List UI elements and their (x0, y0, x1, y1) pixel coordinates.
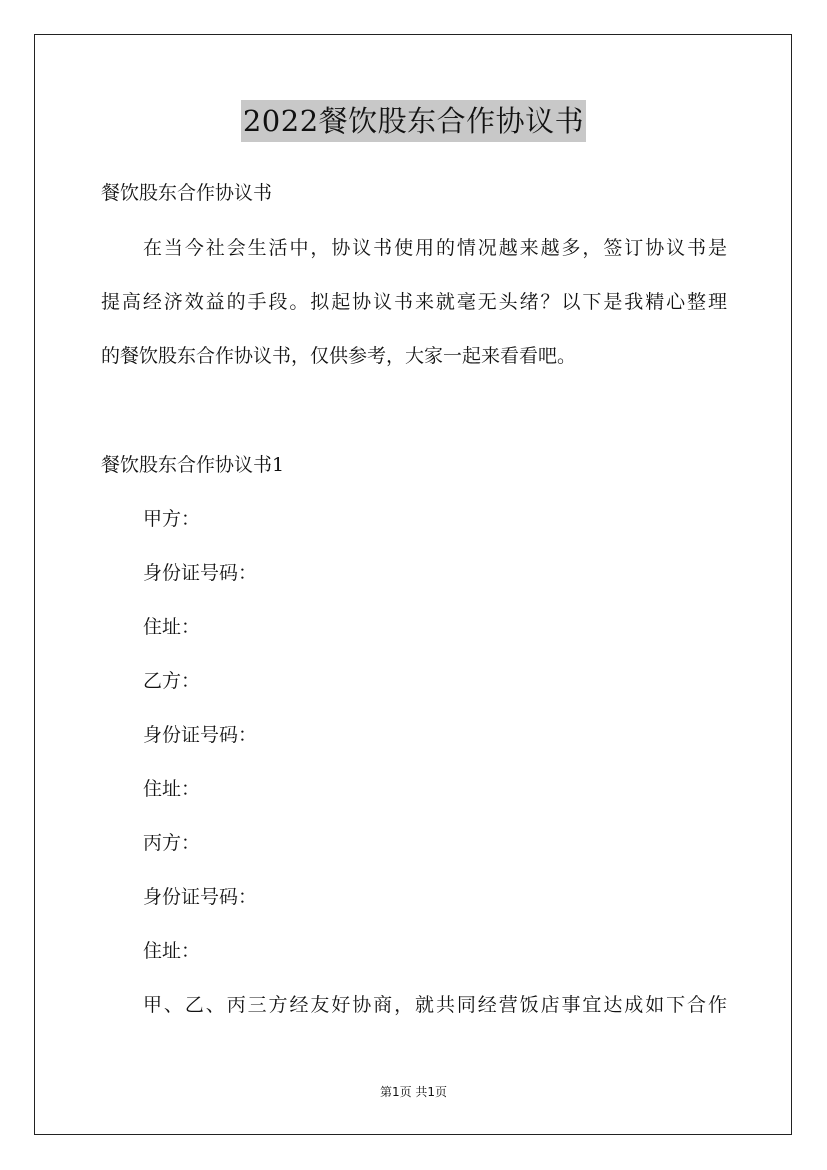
party-b-id-label: 身份证号码： (143, 724, 258, 746)
document-title: 2022餐饮股东合作协议书 (241, 100, 586, 142)
page-footer: 第1页 共1页 (379, 1085, 448, 1099)
party-c-address-label: 住址： (143, 940, 201, 962)
party-c-id-label: 身份证号码： (143, 886, 258, 908)
intro-line-2: 提高经济效益的手段。拟起协议书来就毫无头绪？以下是我精心整理 (101, 291, 727, 313)
party-b-label: 乙方： (143, 670, 201, 692)
title-wrap (0, 100, 827, 142)
party-a-label: 甲方： (143, 508, 201, 530)
party-b-address-label: 住址： (143, 778, 201, 800)
intro-line-1: 在当今社会生活中，协议书使用的情况越来越多，签订协议书是 (143, 237, 727, 259)
closing-line: 甲、乙、丙三方经友好协商，就共同经营饭店事宜达成如下合作 (143, 994, 727, 1016)
party-a-address-label: 住址： (143, 616, 201, 638)
party-c-label: 丙方： (143, 832, 201, 854)
intro-line-3: 的餐饮股东合作协议书，仅供参考，大家一起来看看吧。 (101, 345, 577, 367)
section-heading: 餐饮股东合作协议书1 (101, 454, 285, 476)
party-a-id-label: 身份证号码： (143, 562, 258, 584)
document-subtitle: 餐饮股东合作协议书 (101, 182, 273, 204)
